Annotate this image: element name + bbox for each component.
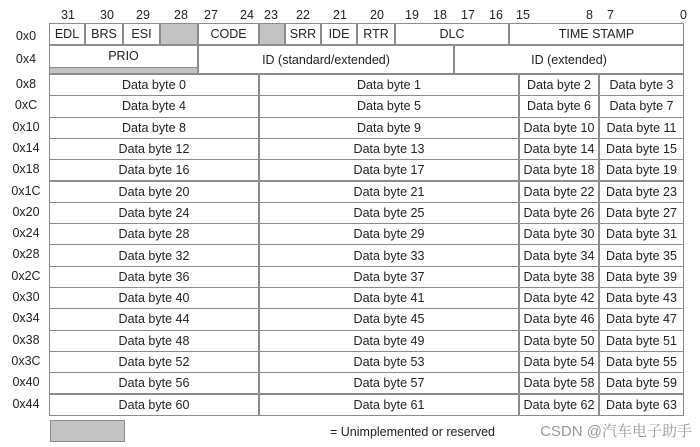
data-byte-cell: Data byte 5 xyxy=(259,95,519,117)
address-label: 0x10 xyxy=(12,120,40,134)
data-byte-cell: Data byte 26 xyxy=(519,202,599,224)
esi-field: ESI xyxy=(123,23,160,45)
data-byte-cell: Data byte 41 xyxy=(259,287,519,309)
rtr-field: RTR xyxy=(357,23,395,45)
data-byte-cell: Data byte 61 xyxy=(259,394,519,416)
data-byte-cell: Data byte 60 xyxy=(49,394,259,416)
data-byte-cell: Data byte 62 xyxy=(519,394,599,416)
bit-number: 8 xyxy=(586,8,593,22)
data-byte-cell: Data byte 3 xyxy=(599,74,684,96)
edl-field: EDL xyxy=(49,23,85,45)
bit-number: 30 xyxy=(100,8,114,22)
data-byte-cell: Data byte 36 xyxy=(49,266,259,288)
address-label: 0x44 xyxy=(12,397,40,411)
ide-field: IDE xyxy=(321,23,357,45)
address-label: 0x8 xyxy=(15,77,37,91)
data-byte-cell: Data byte 59 xyxy=(599,372,684,394)
data-byte-cell: Data byte 22 xyxy=(519,181,599,203)
bit-number: 15 xyxy=(516,8,530,22)
data-byte-cell: Data byte 44 xyxy=(49,308,259,330)
address-label: 0x4 xyxy=(15,52,37,66)
data-byte-cell: Data byte 20 xyxy=(49,181,259,203)
address-label: 0x40 xyxy=(12,375,40,389)
id-extended-field: ID (extended) xyxy=(454,45,684,74)
data-byte-cell: Data byte 7 xyxy=(599,95,684,117)
bit-number: 17 xyxy=(461,8,475,22)
data-byte-cell: Data byte 24 xyxy=(49,202,259,224)
data-byte-cell: Data byte 21 xyxy=(259,181,519,203)
address-label: 0x38 xyxy=(12,333,40,347)
data-byte-cell: Data byte 12 xyxy=(49,138,259,160)
data-byte-cell: Data byte 14 xyxy=(519,138,599,160)
data-byte-cell: Data byte 1 xyxy=(259,74,519,96)
data-byte-cell: Data byte 2 xyxy=(519,74,599,96)
bit-number: 22 xyxy=(296,8,310,22)
data-byte-cell: Data byte 33 xyxy=(259,244,519,266)
data-byte-cell: Data byte 23 xyxy=(599,181,684,203)
address-label: 0x20 xyxy=(12,205,40,219)
data-byte-cell: Data byte 27 xyxy=(599,202,684,224)
data-byte-cell: Data byte 52 xyxy=(49,351,259,373)
reserved-field xyxy=(49,67,198,74)
bit-number: 24 xyxy=(240,8,254,22)
prio-field: PRIO xyxy=(49,45,198,74)
data-byte-cell: Data byte 4 xyxy=(49,95,259,117)
bit-number: 18 xyxy=(433,8,447,22)
address-label: 0x34 xyxy=(12,311,40,325)
address-label: 0x18 xyxy=(12,162,40,176)
bit-number: 20 xyxy=(370,8,384,22)
data-byte-cell: Data byte 55 xyxy=(599,351,684,373)
data-byte-cell: Data byte 57 xyxy=(259,372,519,394)
data-byte-cell: Data byte 25 xyxy=(259,202,519,224)
address-label: 0x1C xyxy=(11,184,41,198)
data-byte-cell: Data byte 30 xyxy=(519,223,599,245)
address-label: 0x28 xyxy=(12,247,40,261)
bit-number: 31 xyxy=(61,8,75,22)
dlc-field: DLC xyxy=(395,23,509,45)
address-label: 0x2C xyxy=(11,269,41,283)
srr-field: SRR xyxy=(285,23,321,45)
data-byte-cell: Data byte 47 xyxy=(599,308,684,330)
data-byte-cell: Data byte 40 xyxy=(49,287,259,309)
address-label: 0x14 xyxy=(12,141,40,155)
bit-number: 23 xyxy=(264,8,278,22)
bit-number: 19 xyxy=(405,8,419,22)
legend-swatch xyxy=(50,420,125,442)
data-byte-cell: Data byte 63 xyxy=(599,394,684,416)
data-byte-cell: Data byte 51 xyxy=(599,330,684,352)
legend-text: = Unimplemented or reserved xyxy=(330,425,496,439)
data-byte-cell: Data byte 29 xyxy=(259,223,519,245)
brs-field: BRS xyxy=(85,23,123,45)
data-byte-cell: Data byte 6 xyxy=(519,95,599,117)
data-byte-cell: Data byte 45 xyxy=(259,308,519,330)
bit-number: 28 xyxy=(174,8,188,22)
data-byte-cell: Data byte 53 xyxy=(259,351,519,373)
data-byte-cell: Data byte 31 xyxy=(599,223,684,245)
data-byte-cell: Data byte 34 xyxy=(519,244,599,266)
watermark: CSDN @汽车电子助手 xyxy=(540,423,692,440)
bit-number: 7 xyxy=(607,8,614,22)
reserved-field xyxy=(160,23,198,45)
data-byte-cell: Data byte 38 xyxy=(519,266,599,288)
data-byte-cell: Data byte 35 xyxy=(599,244,684,266)
data-byte-cell: Data byte 37 xyxy=(259,266,519,288)
time-stamp-field: TIME STAMP xyxy=(509,23,684,45)
data-byte-cell: Data byte 46 xyxy=(519,308,599,330)
code-field: CODE xyxy=(198,23,259,45)
data-byte-cell: Data byte 42 xyxy=(519,287,599,309)
data-byte-cell: Data byte 10 xyxy=(519,117,599,139)
bit-number: 16 xyxy=(489,8,503,22)
data-byte-cell: Data byte 13 xyxy=(259,138,519,160)
bit-number: 29 xyxy=(136,8,150,22)
message-buffer-table xyxy=(50,24,685,417)
data-byte-cell: Data byte 49 xyxy=(259,330,519,352)
reserved-field xyxy=(259,23,285,45)
address-label: 0x24 xyxy=(12,226,40,240)
data-byte-cell: Data byte 32 xyxy=(49,244,259,266)
data-byte-cell: Data byte 17 xyxy=(259,159,519,181)
data-byte-cell: Data byte 8 xyxy=(49,117,259,139)
data-byte-cell: Data byte 9 xyxy=(259,117,519,139)
data-byte-cell: Data byte 15 xyxy=(599,138,684,160)
bit-number: 0 xyxy=(680,8,687,22)
bit-number: 21 xyxy=(333,8,347,22)
data-byte-cell: Data byte 56 xyxy=(49,372,259,394)
data-byte-cell: Data byte 50 xyxy=(519,330,599,352)
data-byte-cell: Data byte 18 xyxy=(519,159,599,181)
data-byte-cell: Data byte 11 xyxy=(599,117,684,139)
data-byte-cell: Data byte 39 xyxy=(599,266,684,288)
data-byte-cell: Data byte 28 xyxy=(49,223,259,245)
bit-number: 27 xyxy=(204,8,218,22)
address-label: 0x3C xyxy=(11,354,41,368)
data-byte-cell: Data byte 54 xyxy=(519,351,599,373)
address-label: 0x30 xyxy=(12,290,40,304)
data-byte-cell: Data byte 58 xyxy=(519,372,599,394)
data-byte-cell: Data byte 48 xyxy=(49,330,259,352)
id-standard-extended-field: ID (standard/extended) xyxy=(198,45,454,74)
data-byte-cell: Data byte 19 xyxy=(599,159,684,181)
data-byte-cell: Data byte 16 xyxy=(49,159,259,181)
data-byte-cell: Data byte 0 xyxy=(49,74,259,96)
address-label: 0x0 xyxy=(15,29,37,43)
address-label: 0xC xyxy=(14,98,38,112)
data-byte-cell: Data byte 43 xyxy=(599,287,684,309)
